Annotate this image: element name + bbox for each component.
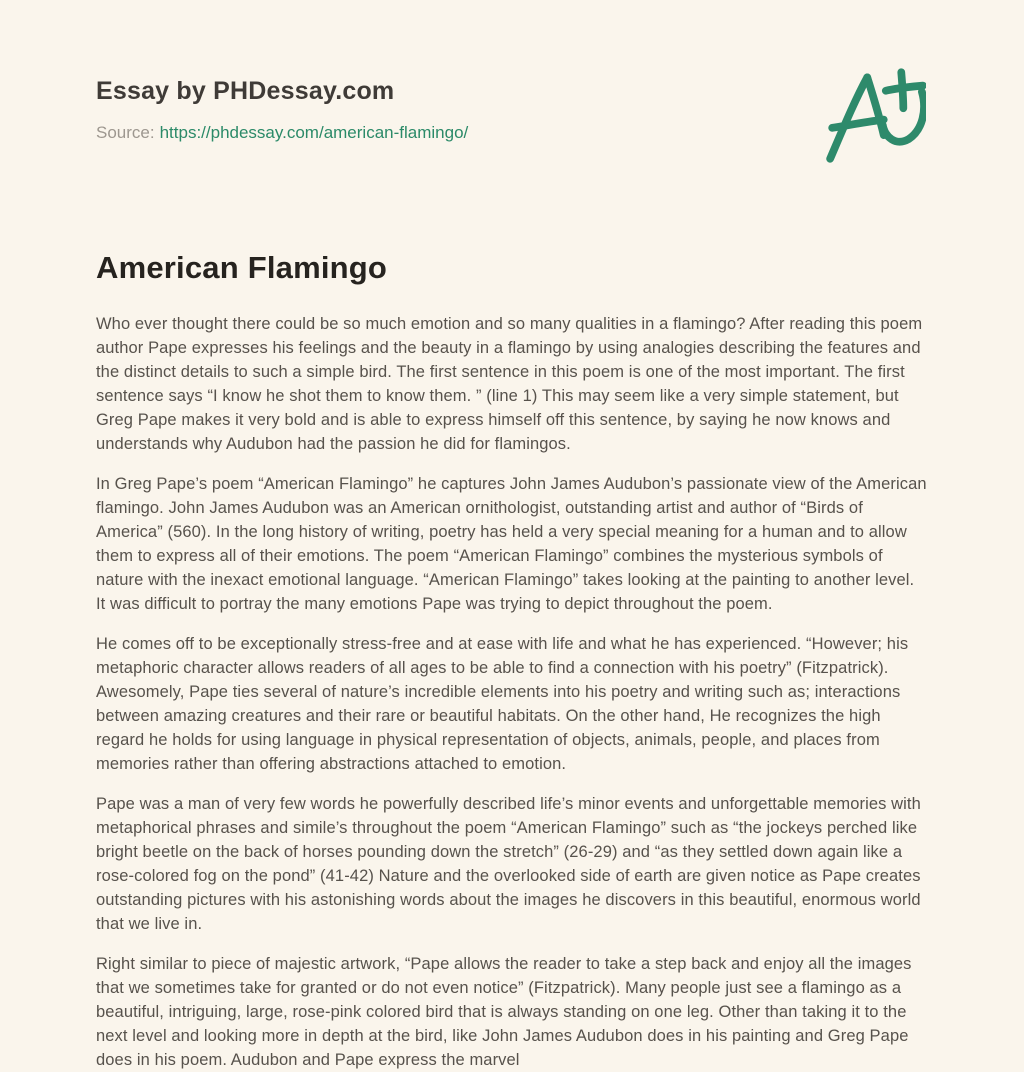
source-label: Source:	[96, 123, 155, 142]
source-link[interactable]: https://phdessay.com/american-flamingo/	[159, 123, 469, 142]
essay-paragraph-2: In Greg Pape’s poem “American Flamingo” he captures John James Audubon’s passionate view of the American flamingo. John James Audubon was an American ornithologist, outstanding artist and author of “Birds of America” (560). In the long history of writing, poetry has held a very special meaning for a human and to allow them to express all of their emotions. The poem “American Flamingo” combines the mysterious symbols of nature with the inexact emotional language. “American Flamingo” takes looking at the painting to another level. It was difficult to portray the many emotions Pape was trying to depict throughout the poem.	[96, 475, 927, 613]
brand-title: Essay by PHDessay.com	[96, 77, 395, 105]
essay-paragraph-1: Who ever thought there could be so much emotion and so many qualities in a flamingo? After reading this poem author Pape expresses his feelings and the beauty in a flamingo by using analogies describing the features and the distinct details to such a simple bird. The first sentence in this poem is one of the most important. The first sentence says “I know he shot them to know them. ” (line 1) This may seem like a very simple statement, but Greg Pape makes it very bold and is able to express himself off this sentence, by saying he now knows and understands why Audubon had the passion he did for flamingos.	[96, 315, 923, 453]
source-line	[96, 122, 468, 144]
essay-title: American Flamingo	[96, 250, 388, 285]
a-plus-logo-icon	[826, 66, 926, 166]
essay-paragraph-3: He comes off to be exceptionally stress-free and at ease with life and what he has experienced. “However; his metaphoric character allows readers of all ages to be able to find a connection with his poetry” (Fitzpatrick). Awesomely, Pape ties several of nature’s incredible elements into his poetry and writing such as; interactions between amazing creatures and their rare or beautiful habitats. On the other hand, He recognizes the high regard he holds for using language in physical representation of objects, animals, people, and places from memories rather than offering abstractions attached to emotion.	[96, 635, 909, 773]
essay-body	[96, 312, 928, 1072]
header-text-block	[96, 64, 468, 144]
essay-article	[96, 248, 928, 1072]
essay-paragraph-4: Pape was a man of very few words he powerfully described life’s minor events and unforgettable memories with metaphorical phrases and simile’s throughout the poem “American Flamingo” such as “the jockeys perched like bright beetle on the back of horses pounding down the stretch” (26-29) and “as they settled down again like a rose-colored fog on the pond” (41-42) Nature and the overlooked side of earth are given notice as Pape creates outstanding pictures with his astonishing words about the images he discovers in this beautiful, enormous world that we live in.	[96, 795, 921, 933]
page-header	[96, 64, 928, 166]
essay-paragraph-5: Right similar to piece of majestic artwork, “Pape allows the reader to take a step back and enjoy all the images that we sometimes take for granted or do not even notice” (Fitzpatrick). Many people just see a flamingo as a beautiful, intriguing, large, rose-pink colored bird that is always standing on one leg. Other than taking it to the next level and looking more in depth at the bird, like John James Audubon does in his painting and Greg Pape does in his poem. Audubon and Pape express the marvel	[96, 955, 912, 1069]
